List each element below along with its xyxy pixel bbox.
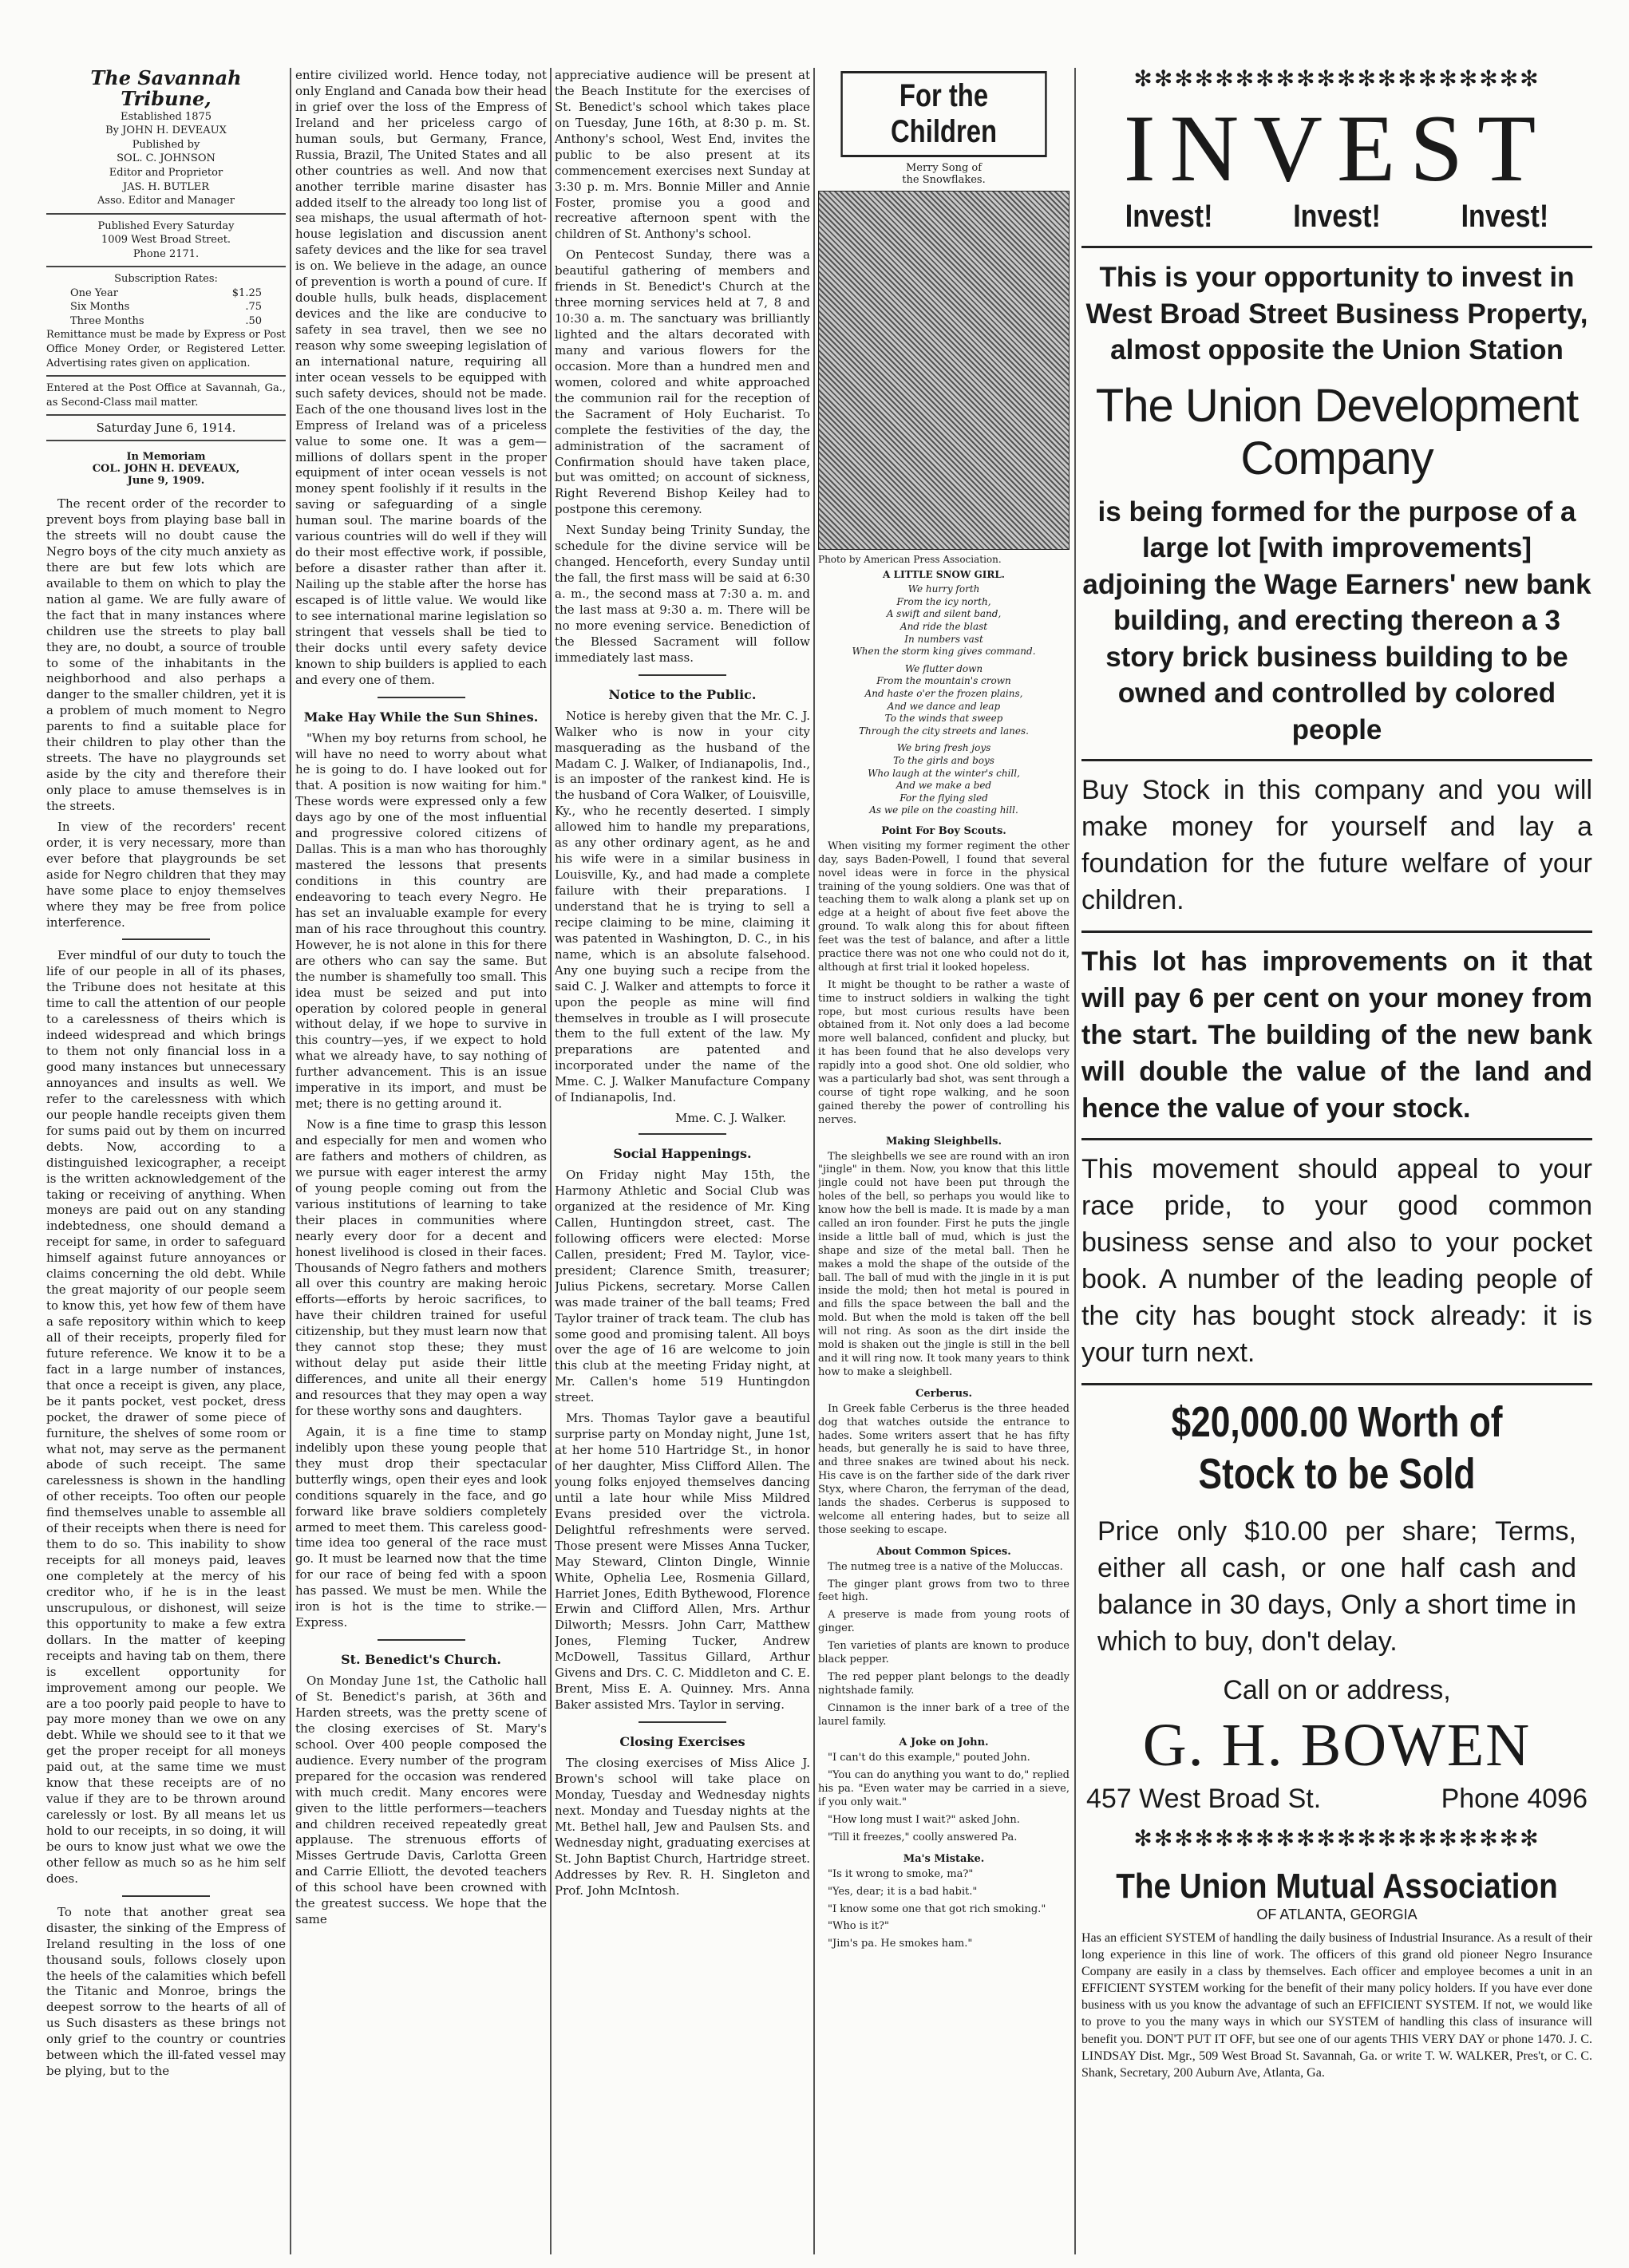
poem-line: We hurry forth [907, 583, 980, 595]
trinity-paragraph: Next Sunday being Trinity Sunday, the schedule for the divine service will be changed. Henceforth, every Sunday until the fall, the first mass will be said at 6:30 a. m., the second mass at 7:30 a. m. and the last mass at 9:30 a. m. There will be no more evening service. Benediction of the Blessed Sacrament will follow immediately last mass. [555, 523, 810, 665]
make-hay-p3: Again, it is a fine time to stamp indelibly upon these young people that they must drop their spectacular butterfly wings, open their eyes and look conditions squarely in the face, and go forward like brave soldiers completely armed to meet them. This careless good-time idea too general of the race must go. It must be learned now that the time for our race of being fed with a spoon has passed. We must be men. While the iron is hot is the time to strike.—Express. [295, 1424, 547, 1630]
rate-term: One Year [70, 286, 118, 299]
stock-headline: $20,000.00 Worth of Stock to be Sold [1171, 1397, 1503, 1498]
divider [122, 938, 210, 940]
memoriam-name: COL. JOHN H. DEVEAUX, [92, 463, 240, 476]
social-p2: Mrs. Thomas Taylor gave a beautiful surprise party on Monday night, June 1st, at her home 510 Hartridge St., in honor of her daughter, Miss Clifford Allen. The young folks enjoyed themselves dancing until a late hour while Miss Mildred Evans presided over the victrola. Delightful refreshments were served. Those present were Misses Anna Tucker, May Steward, Clinton Dingle, Winnie White, Ophelia Lee, Rosmenia Gillard, Harriet Jones, Edith Bythewood, Florence Erwin and Clifford Allen, Mrs. Arthur Dilworth; Messrs. John Carr, Matthew Jones, Fleming Tucker, Andrew McDowell, Tassitus Gillard, Arthur Givens and Drs. C. C. Middleton and C. E. Brent, Miss E. A. Quinney. Mrs. Anna Baker assisted Mrs. Taylor in serving. [555, 1411, 810, 1713]
masthead-title: The Savannah Tribune, [90, 68, 242, 111]
poem-stanza-1 [818, 583, 1070, 658]
spices-line: A preserve is made from young roots of ginger. [818, 1609, 1070, 1635]
headline-joke: A Joke on John. [899, 1737, 989, 1749]
column-1 [46, 68, 286, 2254]
poem-line: And we dance and leap [887, 700, 1001, 712]
improvements-text: This lot has improvements on it that will pay 6 per cent on your money from the start. The building of the new bank will double the value of the land and hence the value of your stock. [1081, 946, 1592, 1124]
contact-name: G. H. BOWEN [1142, 1711, 1532, 1779]
contact-phone: Phone 4096 [1441, 1784, 1587, 1815]
company-name: The Union Development Company [1095, 379, 1579, 485]
poem-line: And ride the blast [900, 620, 988, 632]
divider [639, 674, 726, 676]
notice-paragraph: Notice is hereby given that the Mr. C. J. Walker who is now in your city masquerading as the husband of the Madam C. J. Walker, of Indianapolis, Ind., is an imposter of the rankest kind. He is the husband of Cora Walker, of Louisville, Ky., who he recently deserted. I simply allowed him to handle my preparations, as any other ordinary agent, as he and his wife were in a similar business in Louisville, Ky., and had made a complete failure with their preparations. I understand that he is trying to sell a recipe claiming to be mine, claiming it was patented in Washington, D. C., in his name, which is an absolute falsehood. Any one buying such a recipe from the said C. J. Walker and attempts to force it upon the people as mine will find themselves in trouble as I will prosecute them to the full extent of the law. My preparations are patented and incorporated under the name of the Mme. C. J. Walker Manufacture Company of Indianapolis, Ind. [555, 708, 810, 1105]
divider [46, 213, 286, 215]
sleighbells-paragraph: The sleighbells we see are round with an iron "jingle" in them. Now, you know that this little jingle could not have been put through the holes of the bell, so perhaps you would like to know how the bell is made. It is made by a man called an iron founder. First he puts the jingle inside a little ball of mud, which is just the shape and size of the metal ball. Then he makes a mold the shape of the outside of the ball. The ball of mud with the jingle in it is put inside the mold; then hot metal is poured in and fills the space between the ball and the mold. But when the mold is taken off the bell will not ring. As soon as the dirt inside the mold is shaken out the jingle is still in the bell and it will ring now. It took many years to think how to make a sleighbell. [818, 1150, 1070, 1378]
mistake-line: "Yes, dear; it is a bad habit." [828, 1885, 978, 1898]
editorial-playgrounds: The recent order of the recorder to prevent boys from playing base ball in the streets will no doubt cause the Negro boys of the city much anxiety as there are but few lots which are available to them on which to play the nation al game. We are fully aware of the fact that in many instances where children use the streets to play ball they are, no doubt, a source of trouble to some of the inhabitants in the neighborhood and also perhaps a danger to the smaller children, yet it is a problem of much moment to Negro parents to find a suitable place for their children to play other than the streets. The have no playgrounds set aside by the city and therefore their only place to amuse themselves is in the streets. [46, 496, 286, 813]
rate-price: .75 [245, 301, 262, 314]
poem-stanza-3 [818, 742, 1070, 817]
poem-line: From the mountain's crown [876, 675, 1011, 687]
divider [46, 440, 286, 441]
editorial-sea-disaster: To note that another great sea disaster, the sinking of the Empress of Ireland resulting in the loss of one thousand souls, follows closely upon the heels of the calamities which befell the Titanic and Monroe, brings the deepest sorrow to the hearts of all of us Such disasters as these brings not only grief to the country or countries between which the ill-fated vessel may be plying, but to the [46, 1904, 286, 2079]
rate-row [46, 314, 286, 329]
remittance-note: Remittance must be made by Express or Post Office Money Order, or Registered Letter. Advertising rates given on application. [46, 329, 286, 369]
poem-line: A swift and silent band, [886, 608, 1002, 620]
mistake-line: "I know some one that got rich smoking." [828, 1903, 1046, 1915]
established-line: Established 1875 [120, 110, 212, 123]
poem-stanza-2 [818, 663, 1070, 738]
ad-divider [1081, 759, 1592, 761]
opportunity-text: This is your opportunity to invest in West Broad Street Business Property, almost opposite the Union Station [1085, 262, 1588, 365]
spices-line: The nutmeg tree is a native of the Moluccas. [828, 1560, 1063, 1573]
make-hay-p1: "When my boy returns from school, he will have no need to worry about what he is going to do. I have looked out for that. A position is now waiting for him." These words were expressed only a few days ago by one of the most influential and progressive colored citizens of Dallas. This is a man who has thoroughly mastered the lessons that presents conditions in this country are endeavoring to teach every Negro. He has set an invaluable example for every man of his race throughout this country. However, he is not alone in this for there are others who can say the same. But the number is shamefully too small. This idea must be seized and put into operation by colored people in general without delay, if we hope to survive in this country—yes, if we expect to hold what we already have, to say nothing of further advancement. This is an issue imperative in its import, and must be met; there is no getting around it. [295, 730, 547, 1112]
union-mutual-text: Has an efficient SYSTEM of handling the daily business of Industrial Insurance. As a result of their long experience in this line of work. The officers of this grand old pioneer Negro Insurance Company are easily in a class by themselves. Each officer and employee becomes a unit in an EFFICIENT SYSTEM working for the benefit of their many policy holders. If you have ever done business with us you know the advantage of such an EFFICIENT SYSTEM. If not, we would like to prove to you the many ways in which our SYSTEM of handling this class of insurance will benefit you. DON'T PUT IT OFF, but see one of our agents THIS VERY DAY or phone 1470. J. C. LINDSAY Dist. Mgr., 509 West Broad St. Savannah, Ga. or write T. W. WALKER, Pres't, or C. C. Shank, Secretary, 200 Auburn Ave, Atlanta, Ga. [1081, 1930, 1592, 2080]
boy-scouts-p2: It might be thought to be rather a waste of time to instruct soldiers in walking the tight rope, but most curious results have been obtained from it. Not only does a lad become more well balanced, confident and plucky, but it has been found that he also develops very rapidly into a good shot. One old soldier, who was a particularly bad shot, was sent through a course of tight rope walking, and he soon gained thereby the power of controlling his nerves. [818, 978, 1070, 1126]
mistake-line: "Is it wrong to smoke, ma?" [828, 1867, 974, 1880]
headline-sleighbells: Making Sleighbells. [886, 1135, 1002, 1148]
entered-note: Entered at the Post Office at Savannah, Ga., as Second-Class mail matter. [46, 382, 286, 409]
associate-name: JAS. H. BUTLER [123, 180, 209, 193]
movement-text: This movement should appeal to your race pride, to your good common business sense and also to your pocket book. A number of the leading people of the city has bought stock already: it is your turn next. [1081, 1154, 1592, 1368]
for-the-children-box: For the Children [840, 71, 1046, 157]
ad-divider [1081, 931, 1592, 933]
price-text: Price only $10.00 per share; Terms, either all cash, or one half cash and balance in 30 days, Only a short time in which to buy, don't delay. [1097, 1516, 1576, 1657]
divider [378, 1639, 465, 1641]
divider [46, 414, 286, 416]
ad-divider [1081, 1383, 1592, 1385]
union-mutual-title: The Union Mutual Association [1116, 1867, 1558, 1906]
office-phone: Phone 2171. [132, 247, 200, 260]
spices-line: Ten varieties of plants are known to produce black pepper. [818, 1640, 1070, 1665]
invest-advertisement [1081, 68, 1592, 2254]
rate-row [46, 300, 286, 314]
purpose-text: is being formed for the purpose of a large lot [with improvements] adjoining the Wage Earners' new bank building, and erecting thereon a 3 story brick business building to be owned and controlled by colored people [1082, 496, 1591, 745]
rates-title: Subscription Rates: [114, 273, 218, 286]
column-rule [813, 68, 815, 2254]
rate-term: Six Months [70, 301, 130, 314]
poem-line: We flutter down [904, 662, 983, 674]
published-every: Published Every Saturday [97, 219, 235, 232]
invest-word: Invest! [1293, 199, 1381, 234]
headline-st-benedicts: St. Benedict's Church. [341, 1652, 501, 1668]
contact-address: 457 West Broad St. [1086, 1784, 1322, 1815]
spices-line: The red pepper plant belongs to the deadly nightshade family. [818, 1670, 1070, 1697]
mistake-line: "Jim's pa. He smokes ham." [828, 1938, 973, 1950]
children-subtitle: Merry Song of the Snowflakes. [902, 162, 986, 186]
joke-line: "How long must I wait?" asked John. [828, 1813, 1020, 1826]
closing-paragraph: The closing exercises of Miss Alice J. Brown's school will take place on Monday, Tuesday and Wednesday nights next. Monday and Tuesday nights at the Mt. Bethel hall, Jew and Paulsen Sts. and Wednesday night, graduating exercises at St. John Baptist Church, Hartridge street. Addresses by Rev. R. H. Singleton and Prof. John McIntosh. [555, 1756, 810, 1898]
poem-line: From the icy north, [896, 595, 991, 607]
divider [46, 266, 286, 267]
cerberus-paragraph: In Greek fable Cerberus is the three headed dog that watches outside the entrance to hades. Some writers assert that he has fifty heads, but generally he is said to have three, and three snakes are twined about his neck. His cave is on the farther side of the dark river Styx, where Charon, the ferryman of the dead, lands the shades. Cerberus is supposed to welcome all entering hades, but to seize all those seeking to escape. [818, 1402, 1070, 1536]
memoriam-line: In Memoriam [126, 451, 206, 464]
joke-line: "Till it freezes," coolly answered Pa. [828, 1831, 1018, 1843]
poem-line: To the winds that sweep [884, 713, 1003, 725]
column-4 [818, 68, 1070, 2254]
st-benedicts-continued: appreciative audience will be present at the Beach Institute for the exercises of St. Benedict's school which takes place on Tuesday, June 16th, at 8:30 p. m. St. Anthony's school, West End, invites the public to be also present at its commencement exercises next Sunday at 3:30 p. m. Mrs. Bonnie Miller and Annie Foster, promise you a good and recreative afternoon spent with the children of St. Anthony's school. [555, 68, 810, 242]
spices-line: Cinnamon is the inner bark of a tree of the laurel family. [818, 1701, 1070, 1728]
pentecost-paragraph: On Pentecost Sunday, there was a beautiful gathering of members and friends in St. Benedict's Church at the three morning services held at 7, 8 and 10:30 a. m. The sanctuary was brilliantly lighted and the altars decorated with many and various flowers for the occasion. More than a hundred men and women, colored and white approached the communion rail for the reception of the Sacrament of Holy Eucharist. To complete the festivities of the day, the administration of the sacrament of Confirmation should have taken place, but was omitted; on account of sickness, Right Reverend Bishop Keiley had to postpone this ceremony. [555, 247, 810, 517]
call-text: Call on or address, [1223, 1674, 1451, 1705]
column-3 [555, 68, 810, 2254]
boy-scouts-p1: When visiting my former regiment the other day, says Baden-Powell, I found that several novel ideas were in force in the physical training of the young soldiers. One was that of teaching them to walk along a plank set up on edge at a height of about five feet above the ground. To walk along this for about fifteen feet was the test of balance, and after a little practice there was not one who could not do it, although at first trial it looked hopeless. [818, 840, 1070, 974]
poem-line: And we make a bed [896, 780, 992, 792]
poem-line: Through the city streets and lanes. [859, 725, 1029, 737]
photo-credit: Photo by American Press Association. [818, 554, 1002, 565]
poem-line: We bring fresh joys [896, 742, 991, 754]
editorial-playgrounds-2: In view of the recorders' recent order, it is very necessary, more than ever before that playgrounds be set aside for Negro children that they may have some place to enjoy themselves where they may be free from police interference. [46, 819, 286, 930]
contact-row [1081, 1784, 1592, 1815]
rate-price: $1.25 [231, 286, 262, 299]
issue-date: Saturday June 6, 1914. [96, 421, 236, 436]
photo-caption: A LITTLE SNOW GIRL. [883, 569, 1005, 581]
social-p1: On Friday night May 15th, the Harmony Athletic and Social Club was organized at the residence of Mr. King Callen, Huntingdon street, cast. The following officers were elected: Morse Callen, president; Fred M. Taylor, vice-president; Clarence Smith, treasurer; Julius Pickens, secretary. Morse Callen was made trainer of the ball teams; Fred Taylor trainer of track team. The club has some good and promising talent. All boys over the age of 16 are welcome to join this club at the meeting Friday night, at Mr. Callen's home 519 Huntingdon street. [555, 1168, 810, 1405]
snow-girl-photo [818, 191, 1070, 550]
ad-divider [1081, 246, 1592, 248]
poem-line: For the flying sled [900, 792, 988, 804]
st-benedicts-p1: On Monday June 1st, the Catholic hall of St. Benedict's parish, at 36th and Harden streets, was the pretty scene of the closing exercises of St. Mary's school. Over 400 people composed the audience. Every number of the program prepared for the occasion was rendered with much credit. Many encores were given to the little performers—teachers and children received repeatedly great applause. The strenuous efforts of Misses Gertrude Davis, Carlotta Green and Carrie Elliott, the devoted teachers of this school have been crowned with the greatest success. We hope that the same [295, 1673, 547, 1927]
poem-line: When the storm king gives command. [852, 646, 1036, 658]
headline-make-hay: Make Hay While the Sun Shines. [303, 709, 539, 725]
poem-line: In numbers vast [904, 633, 983, 645]
headline-social: Social Happenings. [613, 1146, 752, 1162]
rate-row [46, 286, 286, 301]
rate-term: Three Months [70, 314, 144, 327]
headline-notice: Notice to the Public. [608, 686, 757, 702]
make-hay-p2: Now is a fine time to grasp this lesson and especially for men and women who are fathers and mothers of children, as we pursue with eager interest the army of young people coming out from the various institutions of learning to take their places in communities where nearly every door for a decent and honest livelihood is closed in their faces. Thousands of Negro fathers and mothers all over this country are making heroic efforts—efforts by heroic sacrifices, to have their children trained for useful citizenship, but they must learn now that they cannot stop these; they must without delay put aside their little differences, and unite all their energy and resources that they may open a way for these worthy sons and daughters. [295, 1117, 547, 1418]
poem-line: Who laugh at the winter's chill, [868, 767, 1020, 779]
associate-role: Asso. Editor and Manager [97, 195, 235, 207]
column-2 [295, 68, 547, 2254]
star-border: ✻✻✻✻✻✻✻✻✻✻✻✻✻✻✻✻✻✻✻✻ [1133, 1827, 1540, 1851]
column-rule [1074, 68, 1076, 2254]
editorial-receipts: Ever mindful of our duty to touch the life of our people in all of its phases, the Tribune does not hesitate at this time to call the attention of our people to a carelessness of theirs which is indeed widespread and which brings to them not only financial loss in a good many instances but unnecessary annoyances and insults as well. We refer to the carelessness with which our people handle receipts given them for sums paid out by them on incurred debts. Now, according to a distinguished lexicographer, a receipt is the written acknowledgement of the taking or receiving of anything. When moneys are paid out on any standing indebtedness, one should demand a receipt for same, in order to safeguard himself against future annoyances or claims concerning the old debt. While the great majority of our people seem to know this, yet how few of them have a safe repository within which to keep all of their receipts, properly filed for future reference. We know it to be a fact in a large number of instances, that once a receipt is given, any place, be it pants pocket, vest pocket, dress pocket, the drawer of some piece of furniture, the shelves of some room or what not, may serve as the permanent abode of such receipt. The same carelessness is shown in the handling of other receipts. Too often our people find themselves unable to assemble all of their receipts when there is need for them to do so. This inability to show receipts for all moneys paid, leaves one completely at the mercy of his creditor who, if he is in the least unscrupulous, or dishonest, will seize this opportunity to make a few extra dollars. In the matter of keeping receipts and having tab on them, there is excellent opportunity for improvement among our people. We are a too poorly paid people to have to pay more money than we owe on any debt. While we should see to it that we get the proper receipt for all moneys paid out, at the same time we must know that these receipts are of no value if they are to be thrown around carelessly or lost. By all means let us hold to our receipts, in so doing, it will be ours to know just what we owe the other fellow as much so as he him self does. [46, 948, 286, 1886]
headline-cerberus: Cerberus. [915, 1387, 972, 1400]
divider [122, 1895, 210, 1897]
invest-word: Invest! [1461, 199, 1549, 234]
published-by: Published by [132, 138, 200, 151]
buy-stock-text: Buy Stock in this company and you will make money for yourself and lay a foundation for the future welfare of your children. [1081, 775, 1592, 916]
divider [639, 1721, 726, 1723]
headline-spices: About Common Spices. [876, 1545, 1011, 1558]
star-border: ✻✻✻✻✻✻✻✻✻✻✻✻✻✻✻✻✻✻✻✻ [1133, 68, 1540, 90]
notice-signature: Mme. C. J. Walker. [675, 1111, 786, 1126]
poem-line: To the girls and boys [893, 754, 994, 766]
poem-line: And haste o'er the frozen plains, [864, 687, 1023, 699]
spices-line: The ginger plant grows from two to three feet high. [818, 1578, 1070, 1604]
column-rule [290, 68, 291, 2254]
headline-boy-scouts: Point For Boy Scouts. [881, 824, 1006, 837]
sea-disaster-continued: entire civilized world. Hence today, not only England and Canada bow their head in grief over the loss of the Empress of Ireland and her priceless cargo of human souls, but Germany, France, Russia, Brazil, The United States and all other countries as well. And now that another terrible marine disaster has added itself to the already too long list of sea mishaps, the usual aftermath of hot-house legislation and discussion anent safety devices and the like for sea travel is on. We believe in the adage, an ounce of prevention is worth a pound of cure. If double hulls, bulk heads, displacement devices and the like are conducive to safety in sea travel, then we see no reason why some sweeping legislation of an international nature, requiring all inter ocean vessels to be equipped with such safety devices, should not be made. Each of the one thousand lives lost in the Empress of Ireland was of a priceless value to some one. It was a gem—millions of dollars spent in the proper equipment of inter ocean vessels is not money spent foolishly if it results in the saving or safeguarding of a single human soul. The marine boards of the various countries will do well if they will do their most effective work, if possible, before a disaster rather than after it. Nailing up the stable after the horse has escaped is of little value. We would like to see international marine legislation so stringent that vessels shall be tied to their docks until every safety device known to ship builders is applied to each and every one of them. [295, 68, 547, 687]
poem-line: As we pile on the coasting hill. [869, 804, 1018, 816]
divider [639, 1133, 726, 1135]
mistake-line: "Who is it?" [828, 1920, 889, 1933]
headline-mistake: Ma's Mistake. [903, 1852, 985, 1865]
invest-row [1120, 199, 1554, 235]
headline-closing: Closing Exercises [619, 1734, 745, 1749]
rate-price: .50 [245, 314, 262, 327]
divider [378, 697, 465, 698]
union-mutual-location: OF ATLANTA, GEORGIA [1256, 1906, 1417, 1922]
invest-word: Invest! [1125, 199, 1213, 234]
office-address: 1009 West Broad Street. [101, 234, 231, 247]
joke-line: "You can do anything you want to do," replied his pa. "Even water may be carried in a sieve, if you only wait." [818, 1769, 1070, 1809]
joke-line: "I can't do this example," pouted John. [828, 1752, 1030, 1764]
invest-headline: INVEST [1123, 95, 1551, 201]
divider [46, 375, 286, 377]
column-rule [550, 68, 552, 2254]
memoriam-date: June 9, 1909. [127, 475, 205, 488]
ad-divider [1081, 1138, 1592, 1140]
publisher-role: Editor and Proprietor [109, 166, 223, 179]
founder-line: By JOHN H. DEVEAUX [105, 124, 227, 137]
publisher-name: SOL. C. JOHNSON [117, 152, 215, 165]
